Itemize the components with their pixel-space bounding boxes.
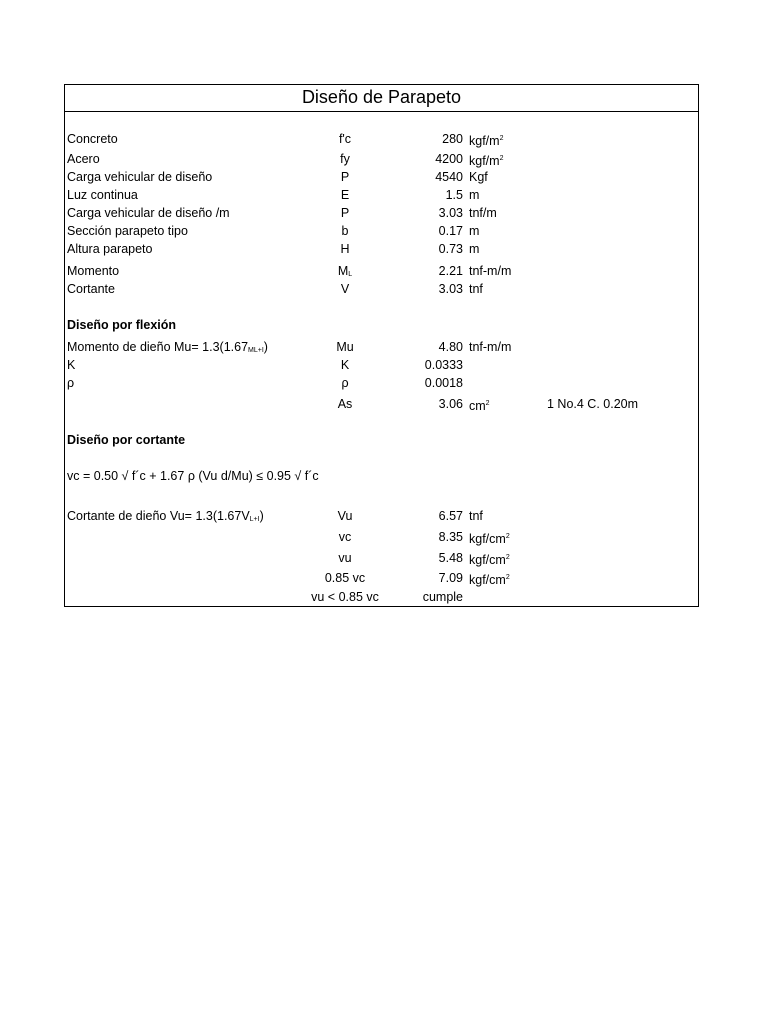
row-value: 3.03 [438, 206, 463, 220]
row-value: 0.17 [438, 224, 463, 238]
row-symbol: b [341, 224, 349, 238]
row-label: Momento de dieño $Mu= 1.3(1.67_{ML+I})$ [67, 340, 268, 354]
row-momento [65, 263, 698, 279]
row-symbol: vu < 0.85 vc [311, 590, 379, 604]
row-value: 7.09 [438, 571, 463, 585]
row-symbol: H [340, 242, 350, 256]
row-label: Acero [67, 152, 100, 166]
row-unit: m [469, 224, 480, 238]
shear-formula [65, 468, 698, 484]
row-symbol: ρ [341, 376, 349, 390]
row-carga-por-metro [65, 205, 698, 221]
row-acero [65, 151, 698, 167]
row-unit: tnf-m/m [469, 340, 512, 354]
row-value: 0.0018 [424, 376, 463, 390]
row-unit: tnf-m/m [469, 264, 512, 278]
row-085vc [65, 570, 698, 586]
heading-text: Diseño por flexión [67, 318, 177, 332]
heading-text: Diseño por cortante [67, 433, 186, 447]
row-value: 4200 [435, 152, 463, 166]
row-unit: kgf/$cm^2$ [469, 553, 510, 567]
row-unit: $cm^2$ [469, 399, 490, 413]
row-symbol: fy [340, 152, 350, 166]
design-sheet [64, 84, 699, 607]
row-symbol: 0.85 vc [324, 571, 366, 585]
section-heading-flexion [65, 317, 698, 333]
row-symbol: Mu [336, 340, 354, 354]
row-check [65, 589, 698, 605]
row-altura [65, 241, 698, 257]
row-vu [65, 550, 698, 566]
row-value: 1.5 [445, 188, 463, 202]
row-value: 6.57 [438, 509, 463, 523]
row-concreto [65, 131, 698, 147]
row-label: Sección parapeto tipo [67, 224, 188, 238]
row-symbol: $M_L$ [337, 264, 353, 278]
row-label: Concreto [67, 132, 118, 146]
row-value: 3.06 [438, 397, 463, 411]
row-rho [65, 375, 698, 391]
row-unit: kgf/$cm^2$ [469, 532, 510, 546]
row-label: K [67, 358, 76, 372]
row-label: Luz continua [67, 188, 138, 202]
row-vc [65, 529, 698, 545]
row-value: 4.80 [438, 340, 463, 354]
row-unit: tnf [469, 509, 483, 523]
row-label: ρ [67, 376, 75, 390]
row-label: Cortante [67, 282, 115, 296]
row-symbol: P [340, 206, 350, 220]
row-label: Cortante de dieño $Vu= 1.3(1.67V_{L+I})$ [67, 509, 264, 523]
row-value: 4540 [435, 170, 463, 184]
row-unit: m [469, 188, 480, 202]
row-luz-continua [65, 187, 698, 203]
row-unit: m [469, 242, 480, 256]
row-carga-vehicular [65, 169, 698, 185]
row-unit: kgf/$cm^2$ [469, 573, 510, 587]
row-symbol: Vu [337, 509, 353, 523]
row-unit: Kgf [469, 170, 488, 184]
row-k [65, 357, 698, 373]
row-value: 0.73 [438, 242, 463, 256]
row-value: 3.03 [438, 282, 463, 296]
row-value: 2.21 [438, 264, 463, 278]
title-bar [65, 85, 698, 112]
row-symbol: P [340, 170, 350, 184]
row-symbol: E [340, 188, 350, 202]
section-heading-cortante [65, 432, 698, 448]
row-unit: kgf/$m^2$ [469, 134, 504, 148]
row-value: 0.0333 [424, 358, 463, 372]
row-symbol: V [340, 282, 350, 296]
formula-text: vc = 0.50 √ f´c + 1.67 ρ (Vu d/Mu) ≤ 0.95 √ f´c [67, 469, 319, 483]
row-cortante-vu [65, 508, 698, 524]
row-label: Momento [67, 264, 120, 278]
row-value: 280 [442, 132, 463, 146]
row-label: Carga vehicular de diseño /m [67, 206, 230, 220]
row-as [65, 396, 698, 412]
row-symbol: K [340, 358, 350, 372]
row-unit: kgf/$m^2$ [469, 154, 504, 168]
row-cortante [65, 281, 698, 297]
row-momento-mu [65, 339, 698, 355]
row-symbol: f'c [338, 132, 352, 146]
row-label: Carga vehicular de diseño [67, 170, 213, 184]
row-symbol: vu [338, 551, 352, 565]
row-symbol: vc [338, 530, 352, 544]
row-seccion [65, 223, 698, 239]
row-unit: tnf/m [469, 206, 497, 220]
row-unit: tnf [469, 282, 483, 296]
row-symbol: As [337, 397, 353, 411]
check-result: cumple [422, 590, 463, 604]
reinforcement-note: 1 No.4 C. 0.20m [547, 397, 639, 411]
row-label: Altura parapeto [67, 242, 153, 256]
row-value: 5.48 [438, 551, 463, 565]
row-value: 8.35 [438, 530, 463, 544]
sheet-title: Diseño de Parapeto [301, 87, 462, 107]
